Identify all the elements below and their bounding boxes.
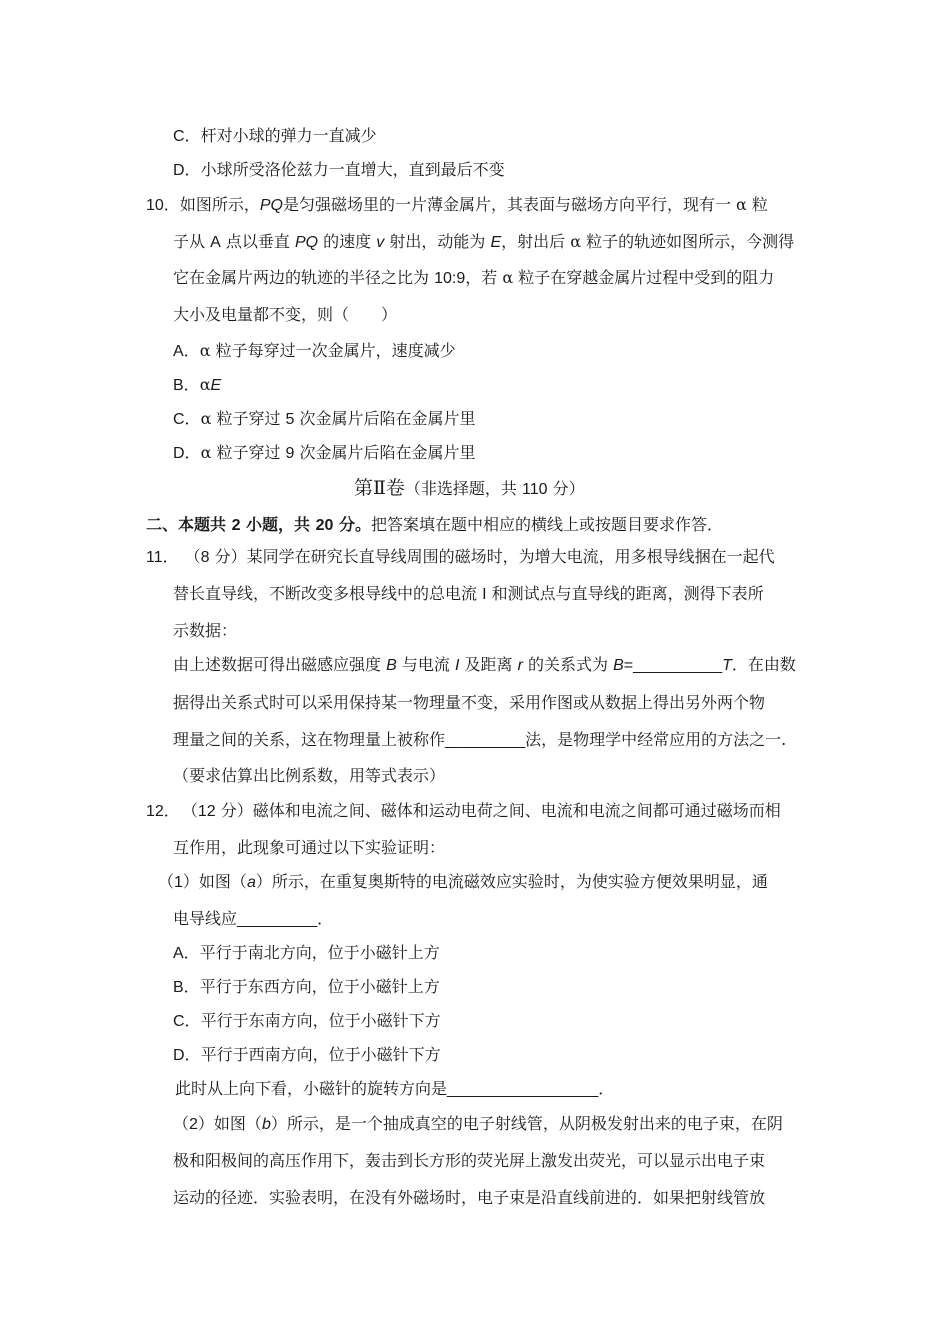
text: 及距离	[459, 655, 518, 674]
answer-blank[interactable]: =__________	[623, 657, 723, 674]
option-label: D．	[173, 445, 201, 462]
text: 小题，共	[240, 515, 316, 534]
text: 它在金属片两边的轨迹的半径之比为	[173, 268, 435, 287]
text: 由上述数据可得出磁感应强度	[173, 655, 387, 674]
option-text: 平行于南北方向，位于小磁针上方	[199, 943, 440, 962]
text: ）所示，在重复奥斯特的电流磁效应实验时，为使实验方便效果明显，通	[255, 872, 768, 891]
q11-line-4	[173, 655, 796, 676]
q12-part2-line-2	[173, 1151, 765, 1171]
text: 分）某同学在研究长直导线周围的磁场时，为增大电流，用多根导线捆在一起代	[209, 547, 775, 566]
text: ．在由数	[731, 655, 796, 674]
text: 分）	[547, 479, 585, 498]
text: （	[173, 1114, 190, 1133]
option-text: 平行于东西方向，位于小磁针上方	[199, 977, 440, 996]
q10-option-d	[173, 443, 476, 464]
option-text: 小球所受洛伦兹力一直增大，直到最后不变	[200, 160, 505, 179]
q10-line-1	[146, 195, 768, 216]
symbol: I	[482, 586, 487, 603]
q12-part2-line-3	[173, 1188, 765, 1208]
text: ）如图（	[182, 872, 247, 891]
q12-line-2	[173, 838, 445, 858]
option-label: C．	[173, 128, 201, 145]
q11-line-7	[173, 766, 445, 786]
option-text: α	[199, 375, 211, 394]
text: 替长直导线，不断改变多根导线中的总电流	[173, 584, 483, 603]
q12-line-1	[146, 801, 781, 822]
text: 分。	[333, 515, 372, 534]
symbol: B	[613, 657, 624, 674]
option-label: C．	[173, 411, 201, 428]
answer-blank[interactable]: _________	[445, 732, 526, 749]
symbol: r	[517, 657, 523, 674]
points: 8	[200, 549, 210, 566]
number: 2	[231, 517, 241, 534]
option-label: A．	[173, 945, 200, 962]
q12-part2-line-1	[173, 1114, 783, 1135]
text: 大小及电量都不变，则（ ）	[173, 305, 398, 324]
text: α 粒子穿过	[200, 409, 286, 428]
text: ）如图（	[197, 1114, 262, 1133]
text: 子从	[173, 232, 211, 251]
section-instruction	[146, 515, 723, 536]
symbol: E	[210, 377, 222, 394]
text: 电导线应	[173, 909, 238, 928]
text: 把答案填在题中相应的横线上或按题目要求作答．	[371, 515, 724, 534]
option-text: 平行于东南方向，位于小磁针下方	[200, 1011, 441, 1030]
text: ，射出后 α 粒子的轨迹如图所示，今测得	[501, 232, 795, 251]
text: （要求估算出比例系数，用等式表示）	[173, 766, 446, 785]
text: 此时从上向下看，小磁针的旋转方向是	[175, 1079, 448, 1098]
q12-part1-question-2	[175, 1079, 614, 1100]
text: （	[189, 801, 198, 820]
q11-line-5	[173, 693, 765, 713]
question-number: 12．	[146, 803, 180, 820]
text: 次金属片后陷在金属片里	[294, 443, 476, 462]
text: 的速度	[318, 232, 377, 251]
q11-line-2	[173, 584, 764, 605]
figure-label: b	[261, 1116, 271, 1133]
text: ．	[317, 909, 334, 928]
text: 与电流	[396, 655, 455, 674]
q10-option-b	[173, 375, 221, 396]
q12-option-c	[173, 1011, 441, 1032]
text: 是匀强磁场里的一片薄金属片，其表面与磁场方向平行，现有一 α 粒	[282, 195, 768, 214]
option-label: A．	[173, 343, 200, 360]
q12-part1-line-1	[158, 872, 768, 893]
symbol: A	[210, 234, 221, 251]
points: 12	[197, 803, 216, 820]
q12-option-a	[173, 943, 440, 964]
number: 1	[174, 874, 183, 891]
q10-line-2	[173, 232, 794, 253]
symbol: B	[386, 657, 397, 674]
text: 示数据：	[173, 621, 238, 640]
number: 5	[285, 411, 295, 428]
option-text: 平行于西南方向，位于小磁针下方	[200, 1045, 441, 1064]
number: 20	[315, 517, 334, 534]
text: 互作用，此现象可通过以下实验证明：	[173, 838, 446, 857]
q10-option-a	[173, 341, 456, 362]
text: 运动的径迹．实验表明，在没有外磁场时，电子束是沿直线前进的．如果把射线管放	[173, 1188, 766, 1207]
symbol: E	[490, 234, 502, 251]
part2-heading	[354, 478, 585, 500]
text: 如图所示，	[179, 195, 260, 214]
text: 分）磁体和电流之间、磁体和运动电荷之间、电流和电流之间都可通过磁场而相	[215, 801, 781, 820]
symbol: I	[454, 657, 460, 674]
text: ．	[598, 1079, 615, 1098]
number: 2	[189, 1116, 198, 1133]
question-number: 10．	[146, 197, 180, 214]
text: 据得出关系式时可以采用保持某一物理量不变，采用作图或从数据上得出另外两个物	[173, 693, 766, 712]
question-number: 11．	[146, 549, 179, 566]
number: 110	[522, 481, 548, 498]
number: 9	[285, 445, 295, 462]
q12-option-d	[173, 1045, 441, 1066]
text: （非选择题，共	[404, 479, 523, 498]
option-text: 杆对小球的弹力一直减少	[200, 126, 377, 145]
text: 次金属片后陷在金属片里	[294, 409, 476, 428]
text: 法，是物理学中经常应用的方法之一.	[525, 730, 787, 749]
q11-line-3	[173, 621, 237, 641]
symbol: PQ	[294, 234, 319, 251]
q9-option-c	[173, 126, 377, 147]
answer-blank[interactable]: _________________	[447, 1081, 599, 1098]
unit: T	[722, 657, 732, 674]
option-text: α 粒子每穿过一次金属片，速度减少	[199, 341, 456, 360]
text: 点以垂直	[220, 232, 295, 251]
q10-option-c	[173, 409, 476, 430]
option-label: B．	[173, 377, 200, 394]
q10-line-4	[173, 305, 397, 325]
text: 二、本题共	[146, 515, 232, 534]
text: 射出，动能为	[384, 232, 491, 251]
text: 极和阳极间的高压作用下，轰击到长方形的荧光屏上激发出荧光，可以显示出电子束	[173, 1151, 766, 1170]
q10-line-3	[173, 268, 774, 289]
option-label: D．	[173, 1047, 201, 1064]
ratio: 10:9	[434, 270, 466, 287]
text: ，若 α 粒子在穿越金属片过程中受到的阻力	[465, 268, 775, 287]
text: α 粒子穿过	[200, 443, 286, 462]
text: 理量之间的关系，这在物理量上被称作	[173, 730, 446, 749]
text: 的关系式为	[522, 655, 614, 674]
option-label: B．	[173, 979, 200, 996]
q12-option-b	[173, 977, 440, 998]
answer-blank[interactable]: _________	[237, 911, 318, 928]
q11-line-6	[173, 730, 786, 751]
q9-option-d	[173, 160, 505, 181]
text: ）所示，是一个抽成真空的电子射线管，从阴极发射出来的电子束，在阴	[270, 1114, 783, 1133]
symbol: PQ	[259, 197, 283, 214]
text: 和测试点与直导线的距离，测得下表所	[486, 584, 764, 603]
option-label: D．	[173, 162, 201, 179]
text: （	[192, 547, 201, 566]
q11-line-1	[146, 547, 775, 568]
part-title: 第Ⅱ卷	[354, 477, 405, 499]
text: （	[158, 872, 175, 891]
option-label: C．	[173, 1013, 201, 1030]
symbol: v	[376, 234, 385, 251]
figure-label: a	[246, 874, 256, 891]
q12-part1-line-2	[173, 909, 333, 930]
